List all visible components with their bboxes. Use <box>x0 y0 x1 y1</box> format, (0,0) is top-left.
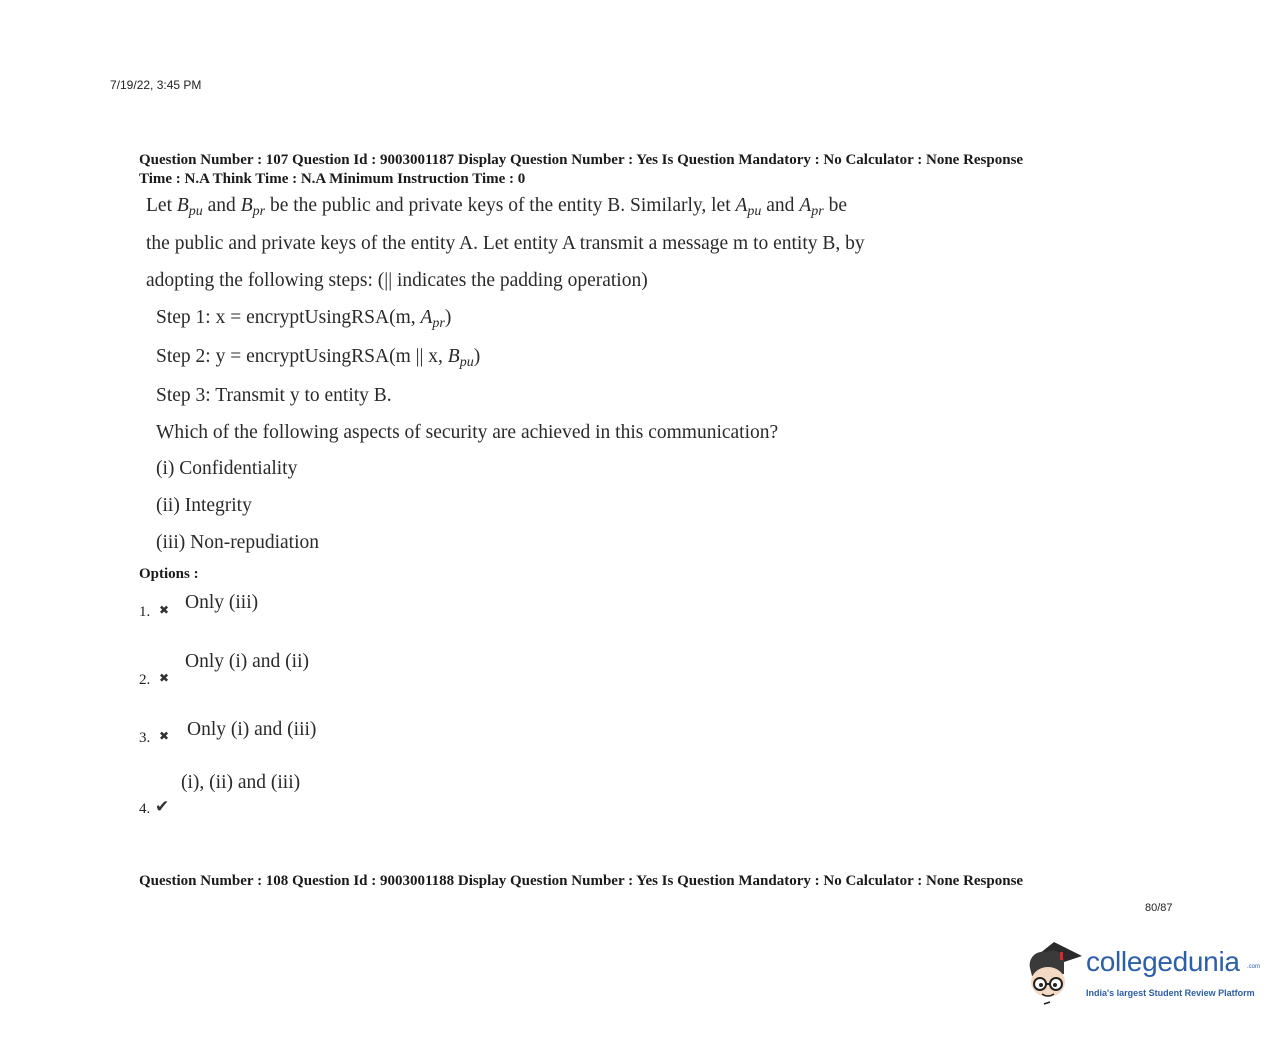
print-timestamp: 7/19/22, 3:45 PM <box>110 78 202 92</box>
aspect-item: (ii) Integrity <box>156 495 252 516</box>
question-text-line-3: adopting the following steps: (|| indicates the padding operation) <box>146 270 648 291</box>
option-2-number: 2. <box>139 672 151 688</box>
option-4-number: 4. <box>139 801 151 817</box>
question-108-meta-line-1: Question Number : 108 Question Id : 9003001188 Display Question Number : Yes Is Question Mandatory : No Calculator : None Response <box>139 873 1024 889</box>
option-1-text: Only (iii) <box>185 592 259 613</box>
aspect-item: (iii) Non-repudiation <box>156 532 319 553</box>
step-2: Step 2: y = encryptUsingRSA(m || x, $B_{pu}$) <box>156 346 481 370</box>
option-2-text: Only (i) and (ii) <box>185 651 310 672</box>
mascot-icon <box>1024 938 1086 1008</box>
question-text-line-1: Let $B_{pu}$ and $B_{pr}$ be the public and private keys of the entity B. Similarly, let $A_{pu}$ and $A_{pr}$ be <box>146 195 847 219</box>
checkmark-icon: ✔ <box>155 797 170 816</box>
option-4-text: (i), (ii) and (iii) <box>181 772 301 793</box>
cross-icon: ✖ <box>159 671 170 685</box>
logo-suffix: .com <box>1247 964 1261 970</box>
option-1-number: 1. <box>139 604 151 620</box>
question-107-meta-line-1: Question Number : 107 Question Id : 9003001187 Display Question Number : Yes Is Question Mandatory : No Calculator : None Response <box>139 152 1024 168</box>
logo-wordmark: collegedunia <box>1086 946 1240 977</box>
collegedunia-logo <box>1024 938 1261 1008</box>
cross-icon: ✖ <box>159 603 170 617</box>
options-label: Options : <box>139 566 199 582</box>
question-107-meta-line-2: Time : N.A Think Time : N.A Minimum Instruction Time : 0 <box>139 171 526 187</box>
question-text-line-2: the public and private keys of the entity A. Let entity A transmit a message m to entity B, by <box>146 233 865 254</box>
logo-tagline: India's largest Student Review Platform <box>1086 988 1255 998</box>
question-prompt: Which of the following aspects of security are achieved in this communication? <box>156 422 779 443</box>
option-3-number: 3. <box>139 730 151 746</box>
option-3-text: Only (i) and (iii) <box>187 719 317 740</box>
step-3: Step 3: Transmit y to entity B. <box>156 385 392 406</box>
cross-icon: ✖ <box>159 729 170 743</box>
page-number: 80/87 <box>1145 902 1173 914</box>
aspect-item: (i) Confidentiality <box>156 458 298 479</box>
step-1: Step 1: x = encryptUsingRSA(m, $A_{pr}$) <box>156 307 452 331</box>
